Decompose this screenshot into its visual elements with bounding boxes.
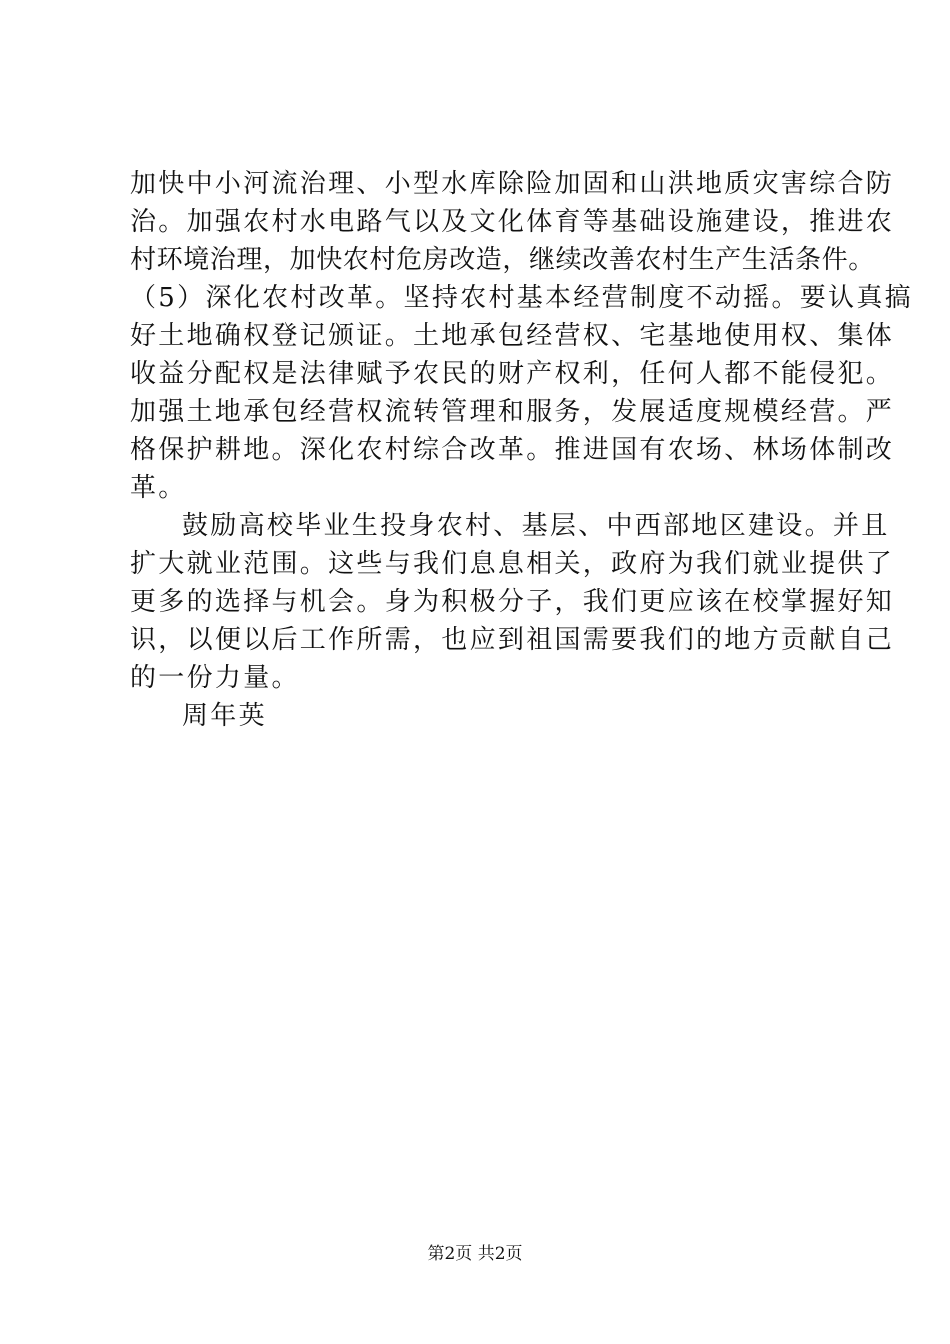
- text-line: 格保护耕地。深化农村综合改革。推进国有农场、林场体制改: [130, 435, 895, 465]
- paragraph-start-line: 鼓励高校毕业生投身农村、基层、中西部地区建设。并且: [182, 511, 890, 541]
- text-line: 的一份力量。: [130, 663, 300, 693]
- text-line: 村环境治理，加快农村危房改造，继续改善农村生产生活条件。: [130, 245, 875, 275]
- text-line: （5）深化农村改革。坚持农村基本经营制度不动摇。要认真搞: [130, 283, 913, 313]
- text-line: 加快中小河流治理、小型水库除险加固和山洪地质灾害综合防: [130, 169, 895, 199]
- page-footer: [0, 1243, 950, 1265]
- text-line: 扩大就业范围。这些与我们息息相关，政府为我们就业提供了: [130, 549, 895, 579]
- text-line: 加强土地承包经营权流转管理和服务，发展适度规模经营。严: [130, 397, 895, 427]
- text-line: 治。加强农村水电路气以及文化体育等基础设施建设，推进农: [130, 207, 895, 237]
- document-body: [130, 165, 913, 735]
- text-line: 识，以便以后工作所需，也应到祖国需要我们的地方贡献自己: [130, 625, 895, 655]
- page-number-label: 第2页 共2页: [427, 1244, 523, 1264]
- author-signature: 周年英: [182, 701, 267, 731]
- text-line: 收益分配权是法律赋予农民的财产权利，任何人都不能侵犯。: [130, 359, 895, 389]
- text-line: 革。: [130, 473, 187, 503]
- text-line: 更多的选择与机会。身为积极分子，我们更应该在校掌握好知: [130, 587, 895, 617]
- text-line: 好土地确权登记颁证。土地承包经营权、宅基地使用权、集体: [130, 321, 895, 351]
